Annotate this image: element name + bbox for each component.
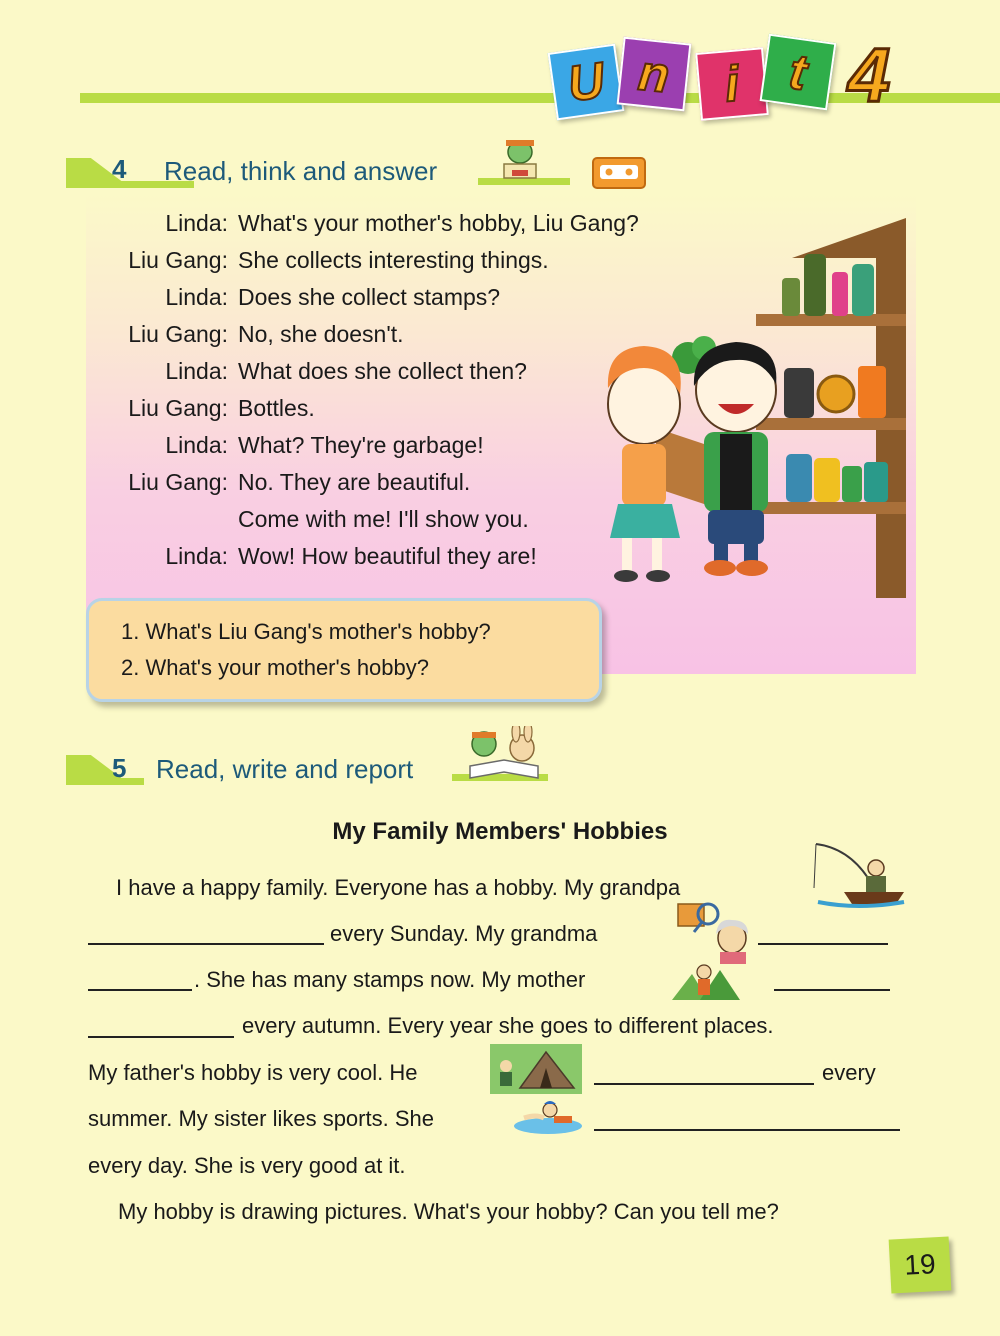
section-5-number: 5 [112, 753, 127, 783]
reading-friends-icon [464, 726, 548, 782]
dialogue-text: No, she doesn't. [238, 321, 404, 347]
report-line: every autumn. Every year she goes to different places. [242, 1013, 774, 1038]
question-1: 1. What's Liu Gang's mother's hobby? [121, 619, 491, 644]
speaker-label: Liu Gang: [128, 469, 228, 495]
report-line: My father's hobby is very cool. He [88, 1060, 418, 1085]
camping-icon [490, 1044, 582, 1094]
answer-blank[interactable] [88, 1036, 234, 1038]
section-5-title: Read, write and report [156, 754, 414, 784]
bottle-shelf-illustration [596, 218, 912, 598]
question-2: 2. What's your mother's hobby? [121, 655, 429, 680]
dialogue-text: Bottles. [238, 395, 315, 421]
speaker-label: Linda: [165, 358, 228, 384]
dialogue-text: No. They are beautiful. [238, 469, 471, 495]
questions-box [86, 598, 602, 702]
dialogue-text: Come with me! I'll show you. [238, 506, 529, 532]
report-line: every [822, 1060, 876, 1085]
answer-blank[interactable] [88, 989, 192, 991]
unit-letter-block: n [617, 37, 692, 112]
report-line: every Sunday. My grandma [330, 921, 598, 946]
report-line: I have a happy family. Everyone has a hobby. My grandpa [116, 875, 681, 900]
dialogue-text: She collects interesting things. [238, 247, 549, 273]
report-line: every day. She is very good at it. [88, 1153, 406, 1178]
unit-banner [548, 30, 948, 130]
cassette-icon [592, 157, 646, 189]
dialogue-text: Wow! How beautiful they are! [238, 543, 537, 569]
reading-character-icon [490, 134, 550, 184]
answer-blank[interactable] [594, 1083, 814, 1085]
fishing-icon [808, 838, 906, 910]
dialogue-text: Does she collect stamps? [238, 284, 501, 310]
hiking-icon [670, 960, 742, 1002]
speaker-label: Linda: [165, 432, 228, 458]
report-line: . She has many stamps now. My mother [194, 967, 586, 992]
speaker-label: Liu Gang: [128, 395, 228, 421]
speaker-label: Linda: [165, 543, 228, 569]
unit-number: 4 [848, 33, 891, 118]
section-4-title: Read, think and answer [164, 156, 438, 186]
page-number: 19 [889, 1236, 952, 1293]
unit-letter-block: t [760, 34, 837, 111]
unit-letter-block: U [548, 44, 625, 121]
swimming-icon [510, 1098, 584, 1136]
answer-blank[interactable] [88, 943, 324, 945]
speaker-label: Linda: [165, 284, 228, 310]
stamp-collecting-icon [676, 900, 754, 964]
dialogue-text: What? They're garbage! [238, 432, 484, 458]
section-rule [66, 778, 144, 785]
unit-letter-block: i [695, 47, 769, 121]
speaker-label: Linda: [165, 210, 228, 236]
report-line: My hobby is drawing pictures. What's your hobby? Can you tell me? [118, 1199, 779, 1224]
dialogue-text: What's your mother's hobby, Liu Gang? [238, 210, 639, 236]
speaker-label: Liu Gang: [128, 247, 228, 273]
report-line: summer. My sister likes sports. She [88, 1106, 434, 1131]
answer-blank[interactable] [774, 989, 890, 991]
report-title: My Family Members' Hobbies [332, 818, 668, 845]
answer-blank[interactable] [594, 1129, 900, 1131]
dialogue-text: What does she collect then? [238, 358, 527, 384]
answer-blank[interactable] [758, 943, 888, 945]
speaker-label: Liu Gang: [128, 321, 228, 347]
section-4-number: 4 [112, 154, 127, 184]
